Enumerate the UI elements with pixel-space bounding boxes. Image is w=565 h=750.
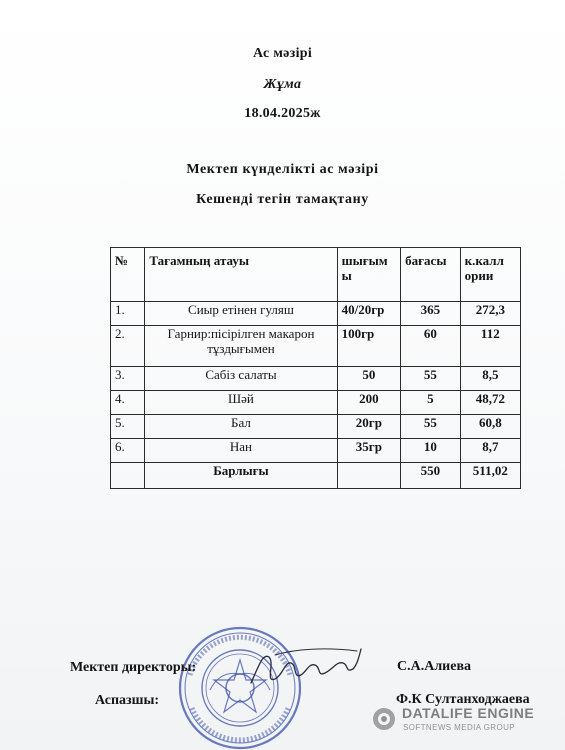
dish-name: Нан: [145, 439, 337, 463]
director-name: С.А.Алиева: [397, 659, 472, 674]
datalife-logo-icon: [372, 707, 396, 731]
dish-yield: 200: [337, 391, 401, 415]
dish-name: Гарнир:пісірілген макарон тұздығымен: [145, 326, 337, 367]
table-row: [111, 367, 521, 391]
table-row: [111, 326, 521, 367]
dish-kcal: 112: [460, 326, 520, 367]
col-header-number: №: [111, 248, 145, 302]
dish-kcal: 48,72: [460, 391, 520, 415]
table-row: [111, 391, 521, 415]
total-yield-cell: [337, 463, 401, 489]
col-header-dish: Тағамның атауы: [145, 248, 337, 302]
dish-price: 365: [401, 302, 460, 326]
menu-table: [110, 247, 521, 489]
cook-name: Ф.К Султанходжаева: [396, 692, 530, 707]
watermark-title: DATALIFE ENGINE: [402, 705, 535, 721]
dish-kcal: 272,3: [460, 302, 520, 326]
total-price: 550: [401, 463, 460, 489]
watermark-subtitle: SOFTNEWS MEDIA GROUP: [403, 723, 516, 732]
dish-yield: 100гр: [337, 326, 401, 367]
dish-kcal: 8,7: [460, 439, 520, 463]
row-number: 3.: [111, 367, 145, 391]
menu-subtitle: Мектеп күнделікті ас мәзірі: [186, 162, 379, 177]
col-header-price: бағасы: [401, 248, 460, 302]
menu-subtitle-2: Кешенді тегін тамақтану: [196, 192, 369, 207]
row-number: 6.: [111, 439, 145, 463]
watermark: [372, 705, 547, 743]
dish-kcal: 60,8: [460, 415, 520, 439]
table-header-row: [111, 248, 521, 302]
row-number: 5.: [111, 415, 145, 439]
total-empty-cell: [111, 463, 145, 489]
col-header-kcal: к.калл ории: [460, 248, 520, 302]
table-row: [111, 439, 521, 463]
table-row: [111, 302, 521, 326]
director-signature: [245, 635, 365, 695]
dish-yield: 20гр: [337, 415, 401, 439]
dish-yield: 40/20гр: [337, 302, 401, 326]
row-number: 1.: [111, 302, 145, 326]
row-number: 2.: [111, 326, 145, 367]
table-row: [111, 415, 521, 439]
director-label: Мектеп директоры:: [70, 660, 197, 675]
menu-title: Ас мәзірі: [252, 46, 313, 61]
dish-name: Бал: [145, 415, 337, 439]
total-kcal: 511,02: [460, 463, 520, 489]
dish-name: Сабіз салаты: [145, 367, 337, 391]
cook-label: Аспазшы:: [95, 693, 160, 708]
dish-price: 60: [401, 326, 460, 367]
table-total-row: [111, 463, 521, 489]
dish-yield: 50: [337, 367, 401, 391]
dish-price: 10: [401, 439, 460, 463]
dish-name: Сиыр етінен гуляш: [145, 302, 337, 326]
dish-kcal: 8,5: [460, 367, 520, 391]
day-of-week: Жұма: [263, 77, 302, 92]
dish-price: 55: [401, 367, 460, 391]
dish-yield: 35гр: [337, 439, 401, 463]
dish-price: 55: [401, 415, 460, 439]
dish-name: Шәй: [145, 391, 337, 415]
dish-price: 5: [401, 391, 460, 415]
col-header-yield: шығым ы: [337, 248, 401, 302]
total-label: Барлығы: [145, 463, 337, 489]
menu-date: 18.04.2025ж: [244, 106, 321, 121]
row-number: 4.: [111, 391, 145, 415]
